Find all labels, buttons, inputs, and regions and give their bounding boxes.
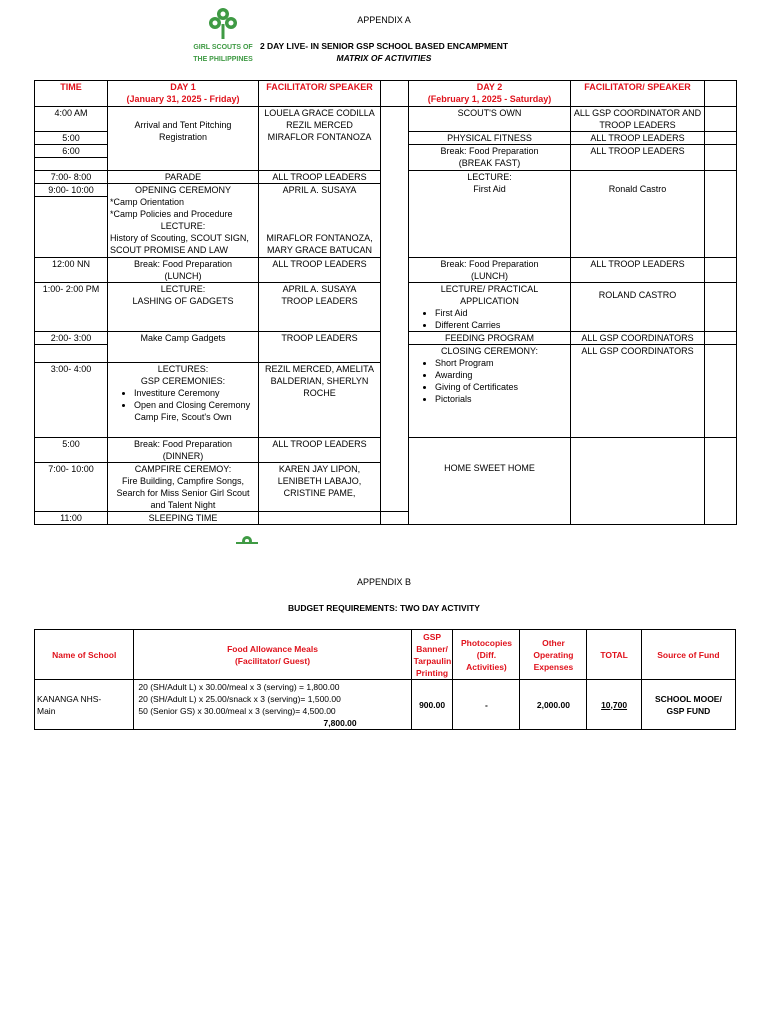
total-cell: 10,700	[587, 680, 641, 730]
facilitator-cell: ALL GSP COORDINATORS	[571, 345, 705, 438]
facilitator-cell-empty	[571, 438, 705, 525]
activity-cell: SCOUT'S OWN	[409, 107, 571, 132]
appendix-a-subtitle: MATRIX OF ACTIVITIES	[336, 53, 432, 63]
other-expenses-cell: 2,000.00	[520, 680, 587, 730]
activity-cell: CLOSING CEREMONY: • Short Program • Awarding • Giving of Certificates • Pictorials	[409, 345, 571, 438]
spacer-cell	[705, 171, 737, 258]
header-spacer	[381, 81, 409, 107]
spacer-cell	[705, 107, 737, 132]
spacer-cell	[705, 258, 737, 283]
header-day1: DAY 1 (January 31, 2025 - Friday)	[108, 81, 259, 107]
activity-cell: CAMPFIRE CEREMOY: Fire Building, Campfire Songs, Search for Miss Senior Girl Scout and Talent Night	[108, 463, 259, 512]
matrix-header-row	[35, 81, 737, 107]
activity-cell: Break: Food Preparation (LUNCH)	[409, 258, 571, 283]
appendix-a-title: 2 DAY LIVE- IN SENIOR GSP SCHOOL BASED ENCAMPMENT	[259, 41, 509, 51]
facilitator-cell-empty	[259, 512, 381, 525]
facilitator-cell: REZIL MERCED, AMELITA BALDERIAN, SHERLYN ROCHE	[259, 363, 381, 438]
header-photocopies: Photocopies (Diff. Activities)	[453, 630, 520, 680]
time-cell: 5:00	[35, 438, 108, 463]
facilitator-cell: LOUELA GRACE CODILLA REZIL MERCED MIRAFLOR FONTANOZA	[259, 107, 381, 171]
activity-cell: LECTURES: GSP CEREMONIES: • Investiture Ceremony • Open and Closing Ceremony Camp Fire, Scout's Own	[108, 363, 259, 438]
appendix-a-label: APPENDIX A	[357, 15, 411, 25]
activity-cell: Break: Food Preparation (BREAK FAST)	[409, 145, 571, 171]
time-cell: 7:00- 10:00	[35, 463, 108, 512]
appendix-b-label: APPENDIX B	[356, 577, 412, 587]
header-facilitator-1: FACILITATOR/ SPEAKER	[259, 81, 381, 107]
table-row	[35, 107, 737, 132]
facilitator-cell: ROLAND CASTRO	[571, 283, 705, 332]
activity-cell: PARADE	[108, 171, 259, 184]
school-cell: KANANGA NHS- Main	[35, 680, 134, 730]
activity-cell: Make Camp Gadgets	[108, 332, 259, 363]
food-cell: 20 (SH/Adult L) x 30.00/meal x 3 (serving) = 1,800.00 20 (SH/Adult L) x 25.00/snack x 3 (serving)= 1,500.00 50 (Senior GS) x 30.00/meal x 3 (serving)= 4,500.00 7,800.00	[134, 680, 411, 730]
activity-cell: LECTURE: First Aid	[409, 171, 571, 258]
logo-text-1: GIRL SCOUTS OF	[193, 44, 253, 51]
facilitator-cell: ALL TROOP LEADERS	[571, 132, 705, 145]
activity-cell: LECTURE: LASHING OF GADGETS	[108, 283, 259, 332]
time-cell: 5:00	[35, 132, 108, 145]
time-cell: 6:00	[35, 145, 108, 158]
header-spacer-2	[705, 81, 737, 107]
budget-table	[34, 629, 736, 730]
time-cell-empty	[35, 345, 108, 363]
facilitator-cell: ALL GSP COORDINATORS	[571, 332, 705, 345]
activity-cell: OPENING CEREMONY *Camp Orientation *Camp Policies and Procedure LECTURE: History of Scouting, SCOUT SIGN, SCOUT PROMISE AND LAW	[108, 184, 259, 258]
spacer-cell	[705, 132, 737, 145]
logo-text-2: THE PHILIPPINES	[193, 56, 253, 63]
spacer-cell	[705, 332, 737, 345]
time-cell: 9:00- 10:00	[35, 184, 108, 197]
spacer-cell	[705, 145, 737, 171]
header-day2: DAY 2 (February 1, 2025 - Saturday)	[409, 81, 571, 107]
time-cell: 3:00- 4:00	[35, 363, 108, 438]
gsp-trefoil-icon	[233, 530, 261, 544]
activity-cell: FEEDING PROGRAM	[409, 332, 571, 345]
time-cell-empty	[35, 158, 108, 171]
table-row	[35, 680, 736, 730]
facilitator-cell: Ronald Castro	[571, 171, 705, 258]
spacer-cell	[705, 283, 737, 332]
header-facilitator-2: FACILITATOR/ SPEAKER	[571, 81, 705, 107]
activity-cell: PHYSICAL FITNESS	[409, 132, 571, 145]
source-cell: SCHOOL MOOE/ GSP FUND	[641, 680, 735, 730]
header-total: TOTAL	[587, 630, 641, 680]
time-cell: 1:00- 2:00 PM	[35, 283, 108, 332]
facilitator-cell: APRIL A. SUSAYA MIRAFLOR FONTANOZA, MARY GRACE BATUCAN	[259, 184, 381, 258]
budget-header-row	[35, 630, 736, 680]
facilitator-cell: ALL TROOP LEADERS	[259, 438, 381, 463]
header-source: Source of Fund	[641, 630, 735, 680]
facilitator-cell: ALL TROOP LEADERS	[571, 145, 705, 171]
activity-cell: Break: Food Preparation (DINNER)	[108, 438, 259, 463]
activity-cell: LECTURE/ PRACTICAL APPLICATION • First Aid • Different Carries	[409, 283, 571, 332]
gsp-logo-partial	[233, 530, 261, 544]
appendix-b-title: BUDGET REQUIREMENTS: TWO DAY ACTIVITY	[288, 603, 480, 613]
time-cell: 7:00- 8:00	[35, 171, 108, 184]
spacer-cell	[705, 345, 737, 438]
photocopies-cell: -	[453, 680, 520, 730]
activity-cell: Break: Food Preparation (LUNCH)	[108, 258, 259, 283]
header-other-expenses: Other Operating Expenses	[520, 630, 587, 680]
time-cell-empty	[35, 197, 108, 258]
facilitator-cell: APRIL A. SUSAYA TROOP LEADERS	[259, 283, 381, 332]
activities-matrix	[34, 80, 737, 525]
facilitator-cell: KAREN JAY LIPON, LENIBETH LABAJO, CRISTINE PAME,	[259, 463, 381, 512]
facilitator-cell: ALL TROOP LEADERS	[259, 258, 381, 283]
food-total: 7,800.00	[323, 717, 357, 728]
banner-cell: 900.00	[411, 680, 453, 730]
facilitator-cell: TROOP LEADERS	[259, 332, 381, 363]
time-cell: 12:00 NN	[35, 258, 108, 283]
spacer-column	[381, 107, 409, 512]
time-cell: 11:00	[35, 512, 108, 525]
time-cell: 2:00- 3:00	[35, 332, 108, 345]
activity-cell: HOME SWEET HOME	[409, 438, 571, 525]
facilitator-cell: ALL TROOP LEADERS	[259, 171, 381, 184]
activity-cell: Arrival and Tent Pitching Registration	[108, 107, 259, 171]
header-banner: GSP Banner/ Tarpaulin Printing	[411, 630, 453, 680]
activity-cell: SLEEPING TIME	[108, 512, 259, 525]
time-cell: 4:00 AM	[35, 107, 108, 132]
facilitator-cell: ALL GSP COORDINATOR AND TROOP LEADERS	[571, 107, 705, 132]
spacer-cell	[705, 438, 737, 525]
header-food: Food Allowance Meals (Facilitator/ Guest)	[134, 630, 411, 680]
header-school: Name of School	[35, 630, 134, 680]
facilitator-cell: ALL TROOP LEADERS	[571, 258, 705, 283]
spacer-cell	[381, 512, 409, 525]
header-time: TIME	[35, 81, 108, 107]
